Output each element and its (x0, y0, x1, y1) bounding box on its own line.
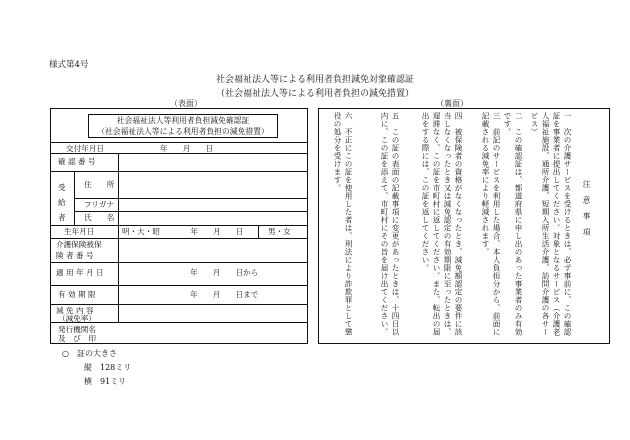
furigana-label: フリガナ (84, 200, 114, 209)
issue-date-value: 年 月 日 (160, 144, 214, 153)
insured-number-label-2: 険 者 番 号 (56, 251, 94, 260)
card-header-line1: 社会福祉法人等利用者負担減免確認証 (116, 116, 250, 125)
card-size-label: ○ 証の大きさ (62, 349, 117, 358)
note-item-3: 三 前記のサービスを利用した場合、本人負担分から、前面に記載される減免率により軽減されます。 (481, 112, 501, 336)
reduction-label-2: （減免率） (58, 314, 96, 323)
valid-period-label: 有 効 期 限 (58, 290, 96, 299)
sex-value: 男・女 (268, 227, 291, 236)
insured-number-label-1: 介護保険被保 (56, 240, 102, 249)
note-item-1: 一 次の介護サービスを受けるときは、必ず事前に、この確認証を事業者に提出してください。対象となるサービス（介護老人福祉施設、通所介護、短期入所生活介護、訪問介護の各サービス） (530, 112, 572, 336)
note-item-4: 四 被保険者の資格がなくなったとき、減免額認定の要件に該当しなくなったとき又は減免認定の有効期限に至ったときは、遅滞なく、この証を市町村に返してください。また、転出の届出をする際には、この証を返してください。 (421, 112, 463, 336)
issue-date-label: 交付年月日 (66, 144, 104, 153)
back-side-label: （裏面） (436, 99, 468, 108)
note-item-6: 六 不正にこの証を使用した者は、刑法により詐欺罪として懲役の処分を受けます。 (333, 112, 353, 336)
document-subtitle: （社会福祉法人等による利用者負担の減免措置） (215, 89, 414, 99)
card-height: 縦 128ミリ (84, 363, 132, 372)
confirm-number-label: 確 認 番 号 (58, 157, 96, 166)
name-label: 氏 名 (84, 213, 115, 222)
address-label: 住 所 (84, 180, 115, 189)
note-item-5: 五 この証の表面の記載事項に変更があったときは、十四日以内に、この証を添えて、市町村にその旨を届け出てください。 (380, 112, 400, 336)
recipient-label: 受 給 者 (58, 183, 66, 222)
card-width: 横 91ミリ (84, 377, 127, 386)
form-number-label: 様式第4号 (49, 60, 89, 70)
document-title: 社会福祉法人等による利用者負担減免対象確認証 (215, 75, 414, 85)
apply-date-label: 適 用 年 月 日 (56, 268, 104, 277)
reduction-label-1: 減 免 内 容 (56, 306, 94, 315)
card-header-box (88, 114, 278, 138)
issuer-label-1: 発行機関名 (58, 325, 96, 334)
apply-date-value: 年 月 日から (190, 268, 259, 277)
front-side-label: （表面） (170, 99, 202, 108)
notes-heading: 注 意 事 項 (582, 180, 591, 236)
valid-period-value: 年 月 日まで (190, 290, 259, 299)
card-header-line2: （社会福祉法人等による利用者負担の減免措置） (97, 127, 269, 136)
note-item-2: 二 この確認証は、都道府県に申し出のあった事業者のみ有効です。 (503, 112, 523, 336)
birth-date-label: 生年月日 (64, 227, 95, 236)
birth-date-value: 明・大・昭 年 月 日 (122, 227, 244, 236)
issuer-label-2: 及 び 印 (58, 334, 96, 343)
